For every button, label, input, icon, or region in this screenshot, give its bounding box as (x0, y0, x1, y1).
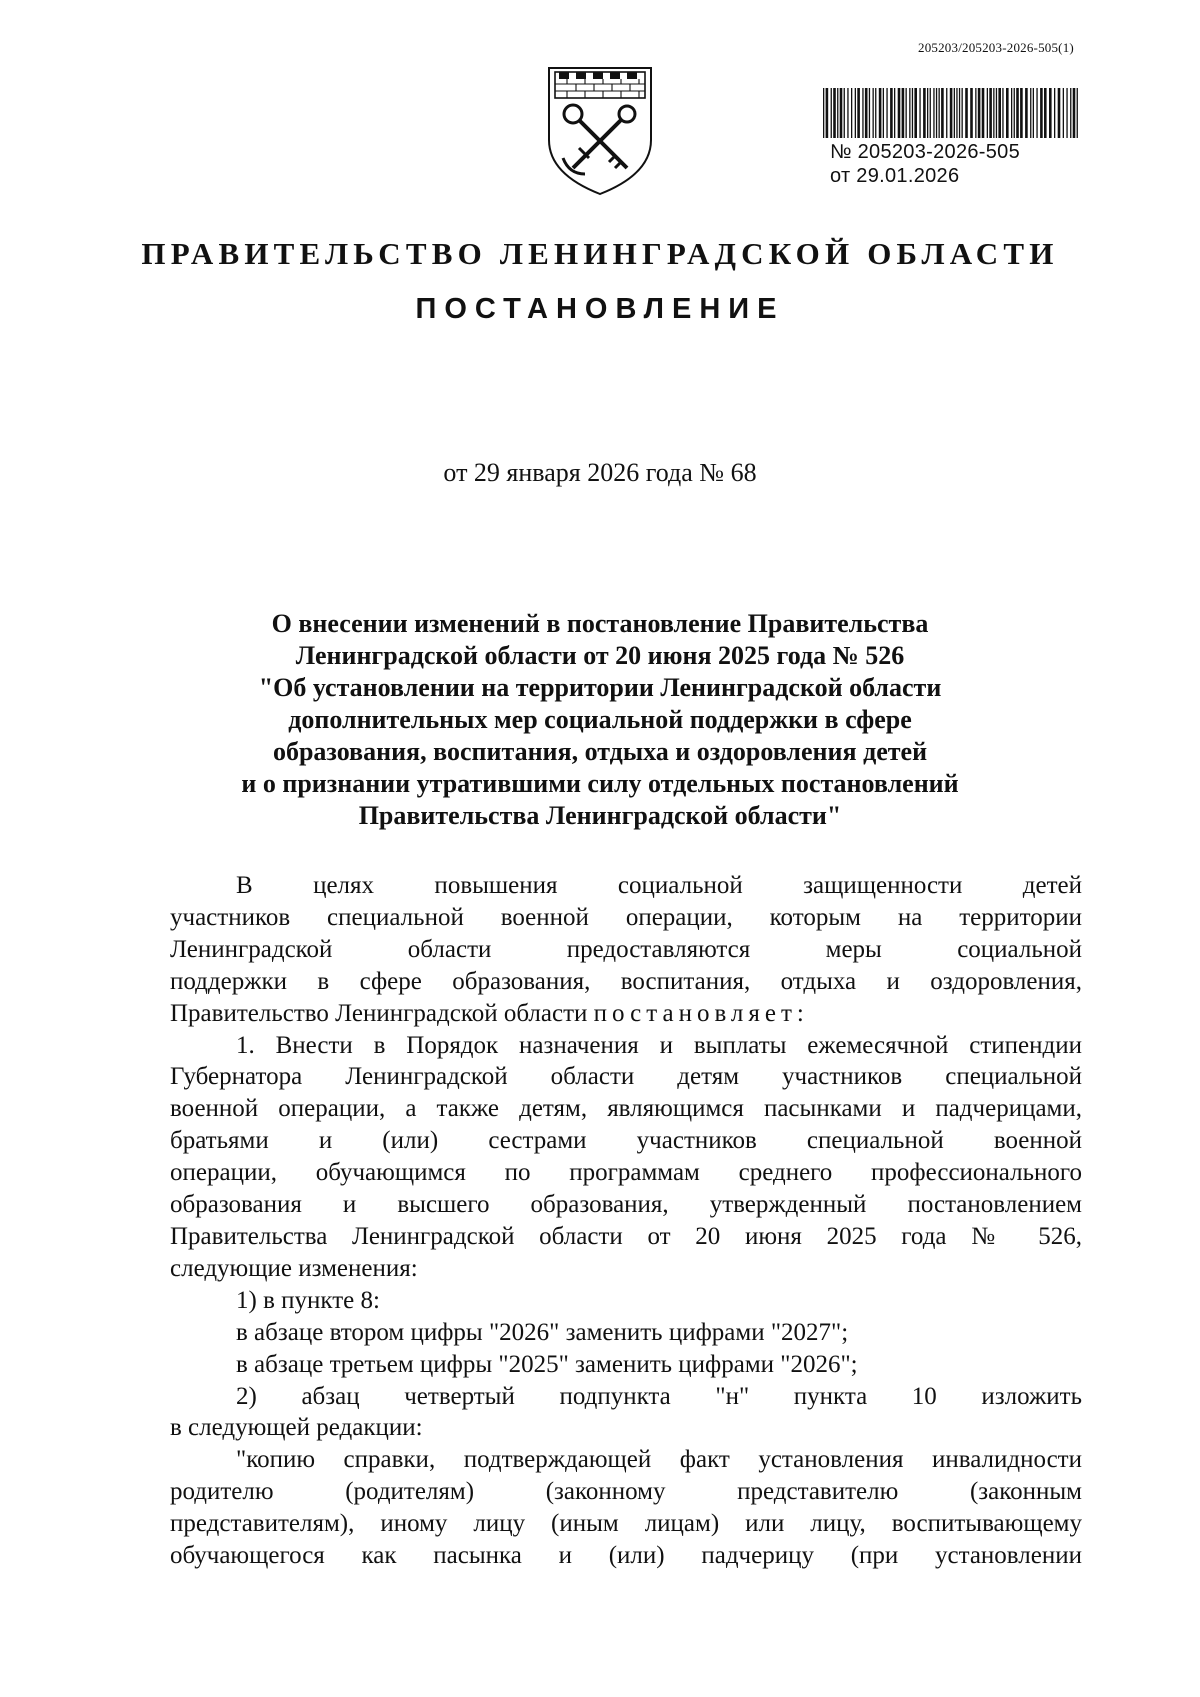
barcode-bar (1025, 88, 1028, 138)
subitem1-change-b: в абзаце третьем цифры "2025" заменить цифрами "2026"; (236, 1350, 858, 1378)
barcode-bar (970, 88, 973, 138)
subject-line: Правительства Ленинградской области" (358, 801, 842, 830)
barcode-bar (1066, 88, 1067, 138)
decree-word: постановляет: (593, 999, 809, 1027)
subject-line: образования, воспитания, отдыха и оздоровления детей (272, 737, 928, 766)
item1-last-line: следующие изменения: (170, 1254, 418, 1282)
barcode-bar (855, 88, 856, 138)
subitem1-change-a: в абзаце втором цифры "2026" заменить цифрами "2027"; (236, 1318, 849, 1346)
barcode-bar (865, 88, 868, 138)
preamble-line: поддержки в сфере образования, воспитания, отдыха и оздоровления, (170, 967, 1082, 995)
barcode-bar (826, 88, 829, 138)
barcode-bar (1063, 88, 1064, 138)
barcode-bar (996, 88, 997, 138)
subitem2-last-line: в следующей редакции: (170, 1414, 423, 1442)
preamble-last: Правительство Ленинградской области (170, 999, 588, 1027)
document-subject (170, 608, 1030, 832)
document-file-id: 205203/205203-2026-505(1) (918, 40, 1074, 55)
quote-line: обучающегося как пасынка и (или) падчерицу (при установлении (170, 1542, 1082, 1570)
registration-number: № 205203-2026-505 (830, 141, 1021, 163)
barcode-bar (923, 88, 926, 138)
item1-line: образования и высшего образования, утвержденный постановлением (170, 1191, 1082, 1219)
barcode-bar (930, 88, 931, 138)
barcode-bar (823, 88, 824, 138)
item1-line: братьями и (или) сестрами участников специальной военной (170, 1127, 1082, 1155)
preamble-line: В целях повышения социальной защищенности детей (236, 872, 1082, 899)
barcode-bar (873, 88, 874, 138)
barcode-bar (844, 88, 845, 138)
barcode-bar (840, 88, 843, 138)
quote-line: представителям), иному лицу (иным лицам) или лицу, воспитывающему (170, 1510, 1082, 1538)
item1-line: Правительства Ленинградской области от 20 июня 2025 года № 526, (170, 1222, 1082, 1250)
barcode-bar (851, 88, 852, 138)
barcode-bar (894, 88, 895, 138)
leningrad-oblast-coat-of-arms-icon (545, 62, 655, 197)
barcode-bar (978, 88, 981, 138)
subject-line: О внесении изменений в постановление Правительства (271, 609, 929, 638)
preamble-line: Ленинградской области предоставляются меры социальной (170, 935, 1082, 963)
subject-line: Ленинградской области от 20 июня 2025 года № 526 (295, 641, 905, 670)
barcode-bar (919, 88, 920, 138)
barcode-bar (1002, 88, 1003, 138)
subject-line: и о признании утратившими силу отдельных постановлений (241, 769, 959, 798)
barcode-bar (1077, 88, 1078, 138)
barcode-bar (939, 88, 940, 138)
barcode-bar (962, 88, 963, 138)
subitem1-title: 1) в пункте 8: (236, 1286, 380, 1314)
barcode-bar (909, 88, 910, 138)
barcode-bar (1044, 88, 1047, 138)
barcode-bar (875, 88, 876, 138)
document-date-number: от 29 января 2026 года № 68 (443, 458, 757, 487)
quote-line: родителю (родителям) (законному представителю (законным (170, 1478, 1082, 1506)
barcode-bar (857, 88, 860, 138)
barcode-bar (927, 88, 928, 138)
barcode-bar (998, 88, 1001, 138)
barcode-bar (914, 88, 917, 138)
item1-line: 1. Внести в Порядок назначения и выплаты ежемесячной стипендии (236, 1031, 1082, 1059)
barcode-bar (975, 88, 976, 138)
barcode-bar (987, 88, 988, 138)
barcode-bar (1020, 88, 1023, 138)
barcode-bar (1058, 88, 1061, 138)
barcode-bar (1014, 88, 1015, 138)
barcode-bar (1011, 88, 1012, 138)
item1-line: операции, обучающимся по программам среднего профессионального (170, 1159, 1082, 1187)
barcode-bar (946, 88, 947, 138)
barcode-bar (890, 88, 893, 138)
government-title: ПРАВИТЕЛЬСТВО ЛЕНИНГРАДСКОЙ ОБЛАСТИ (141, 236, 1059, 271)
document-body (170, 870, 1082, 1572)
barcode-bar (989, 88, 992, 138)
registration-date: от 29.01.2026 (830, 165, 960, 187)
barcode-bar (959, 88, 960, 138)
barcode-bar (1006, 88, 1009, 138)
barcode-bar (993, 88, 994, 138)
barcode-bar (898, 88, 901, 138)
barcode-bar (1073, 88, 1076, 138)
barcode-bar (1016, 88, 1019, 138)
barcode-bar (941, 88, 944, 138)
barcode-bar (886, 88, 887, 138)
barcode-bar (906, 88, 907, 138)
barcode-bar (833, 88, 836, 138)
barcode-bar (1040, 88, 1043, 138)
subitem2-line: 2) абзац четвертый подпункта "н" пункта 10 изложить (236, 1382, 1082, 1410)
barcode-bar (831, 88, 832, 138)
item1-line: Губернатора Ленинградской области детям участников специальной (170, 1063, 1082, 1091)
barcode-bar (936, 88, 937, 138)
barcode-icon (823, 88, 1080, 138)
barcode-bar (954, 88, 955, 138)
barcode-bar (982, 88, 985, 138)
barcode-bar (965, 88, 968, 138)
barcode-bar (837, 88, 838, 138)
barcode-bar (950, 88, 953, 138)
preamble-closing-line (170, 998, 1082, 1030)
quote-line: "копию справки, подтверждающей факт установления инвалидности (236, 1446, 1082, 1474)
barcode-bar (1070, 88, 1071, 138)
barcode-bar (847, 88, 848, 138)
preamble-line: участников специальной военной операции, которым на территории (170, 903, 1082, 931)
barcode-bar (902, 88, 905, 138)
item1-line: военной операции, а также детям, являющимся пасынками и падчерицами, (170, 1095, 1082, 1123)
barcode-bar (879, 88, 882, 138)
barcode-bar (1049, 88, 1052, 138)
barcode-bar (956, 88, 957, 138)
document-type-title: ПОСТАНОВЛЕНИЕ (415, 293, 785, 325)
barcode-bar (869, 88, 870, 138)
barcode-bar (933, 88, 934, 138)
barcode-bar (862, 88, 863, 138)
barcode-bar (883, 88, 884, 138)
barcode-bar (1030, 88, 1031, 138)
barcode-bar (1033, 88, 1034, 138)
barcode-bar (912, 88, 913, 138)
subject-line: "Об установлении на территории Ленинградской области (258, 673, 942, 702)
barcode-bar (1036, 88, 1037, 138)
barcode-bar (1054, 88, 1055, 138)
subject-line: дополнительных мер социальной поддержки в сфере (288, 705, 912, 734)
